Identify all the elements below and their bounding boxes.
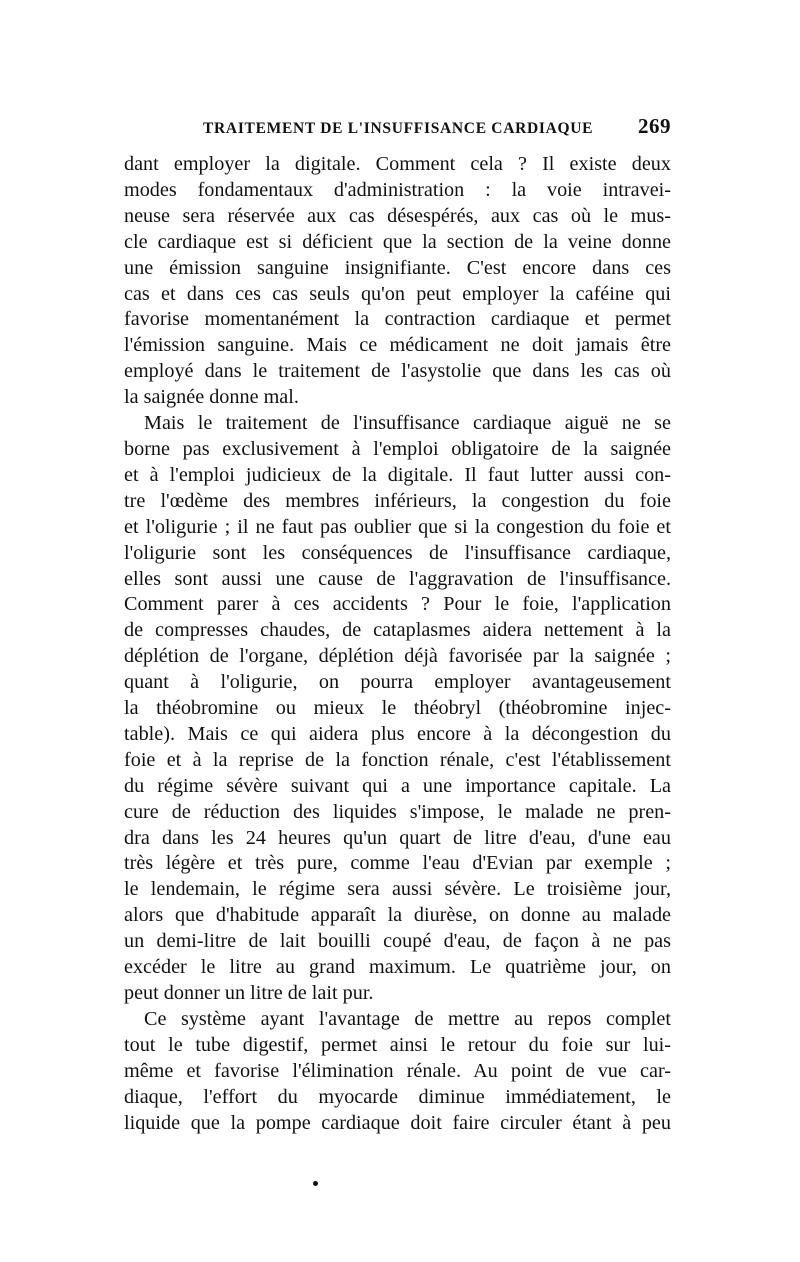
text-line: une émission sanguine insignifiante. C'est encore dans ces: [124, 256, 671, 279]
text-line: alors que d'habitude apparaît la diurèse, on donne au malade: [124, 904, 671, 927]
text-line: liquide que la pompe cardiaque doit faire circuler étant à peu: [124, 1111, 671, 1134]
text-line: même et favorise l'élimination rénale. Au point de vue car-: [124, 1059, 671, 1082]
text-line: et l'oligurie ; il ne faut pas oublier que si la congestion du foie et: [124, 515, 671, 538]
paragraph-2: [124, 411, 671, 1007]
text-line: favorise momentanément la contraction cardiaque et permet: [124, 308, 671, 331]
text-line: tout le tube digestif, permet ainsi le retour du foie sur lui-: [124, 1033, 671, 1056]
text-line: Mais le traitement de l'insuffisance cardiaque aiguë ne se: [144, 412, 671, 435]
paragraph-1: [124, 152, 671, 411]
page-body: [124, 152, 671, 1136]
text-line: diaque, l'effort du myocarde diminue immédiatement, le: [124, 1085, 671, 1108]
text-line: borne pas exclusivement à l'emploi obligatoire de la saignée: [124, 437, 671, 460]
text-line: employé dans le traitement de l'asystolie que dans les cas où: [124, 360, 671, 383]
text-line: elles sont aussi une cause de l'aggravation de l'insuffisance.: [124, 567, 671, 590]
text-line: cure de réduction des liquides s'impose, le malade ne pren-: [124, 800, 671, 823]
paragraph-3: [124, 1007, 671, 1137]
text-line: peut donner un litre de lait pur.: [124, 982, 374, 1004]
text-line: cas et dans ces cas seuls qu'on peut employer la caféine qui: [124, 282, 671, 305]
text-line: excéder le litre au grand maximum. Le quatrième jour, on: [124, 956, 671, 979]
text-line: l'oligurie sont les conséquences de l'insuffisance cardiaque,: [124, 541, 671, 564]
text-line: déplétion de l'organe, déplétion déjà favorisée par la saignée ;: [124, 645, 671, 668]
text-line: modes fondamentaux d'administration : la voie intravei-: [124, 178, 671, 201]
text-line: neuse sera réservée aux cas désespérés, aux cas où le mus-: [124, 204, 671, 227]
text-line: la théobromine ou mieux le théobryl (théobromine injec-: [124, 697, 671, 720]
text-line: et à l'emploi judicieux de la digitale. Il faut lutter aussi con-: [124, 463, 671, 486]
text-line: l'émission sanguine. Mais ce médicament ne doit jamais être: [124, 334, 671, 357]
text-line: dra dans les 24 heures qu'un quart de litre d'eau, d'une eau: [124, 826, 671, 849]
text-line: la saignée donne mal.: [124, 386, 299, 409]
page-number: 269: [638, 114, 671, 138]
text-line: quant à l'oligurie, on pourra employer avantageusement: [124, 671, 671, 694]
text-line: un demi-litre de lait bouilli coupé d'eau, de façon à ne pas: [124, 930, 671, 953]
text-line: Ce système ayant l'avantage de mettre au repos complet: [144, 1007, 671, 1030]
text-line: Comment parer à ces accidents ? Pour le foie, l'application: [124, 593, 671, 616]
text-line: du régime sévère suivant qui a une importance capitale. La: [124, 774, 671, 797]
text-line: le lendemain, le régime sera aussi sévère. Le troisième jour,: [124, 878, 671, 901]
running-title: TRAITEMENT DE L'INSUFFISANCE CARDIAQUE: [203, 120, 594, 137]
running-header: [203, 114, 671, 139]
text-line: foie et à la reprise de la fonction rénale, c'est l'établissement: [124, 748, 671, 771]
text-line: cle cardiaque est si déficient que la section de la veine donne: [124, 230, 671, 253]
text-line: de compresses chaudes, de cataplasmes aidera nettement à la: [124, 619, 671, 642]
text-line: tre l'œdème des membres inférieurs, la congestion du foie: [124, 489, 671, 512]
text-line: table). Mais ce qui aidera plus encore à la décongestion du: [124, 722, 671, 745]
printer-mark-dot: [313, 1181, 318, 1186]
text-line: dant employer la digitale. Comment cela ? Il existe deux: [124, 153, 671, 175]
text-line: très légère et très pure, comme l'eau d'Evian par exemple ;: [124, 852, 671, 875]
